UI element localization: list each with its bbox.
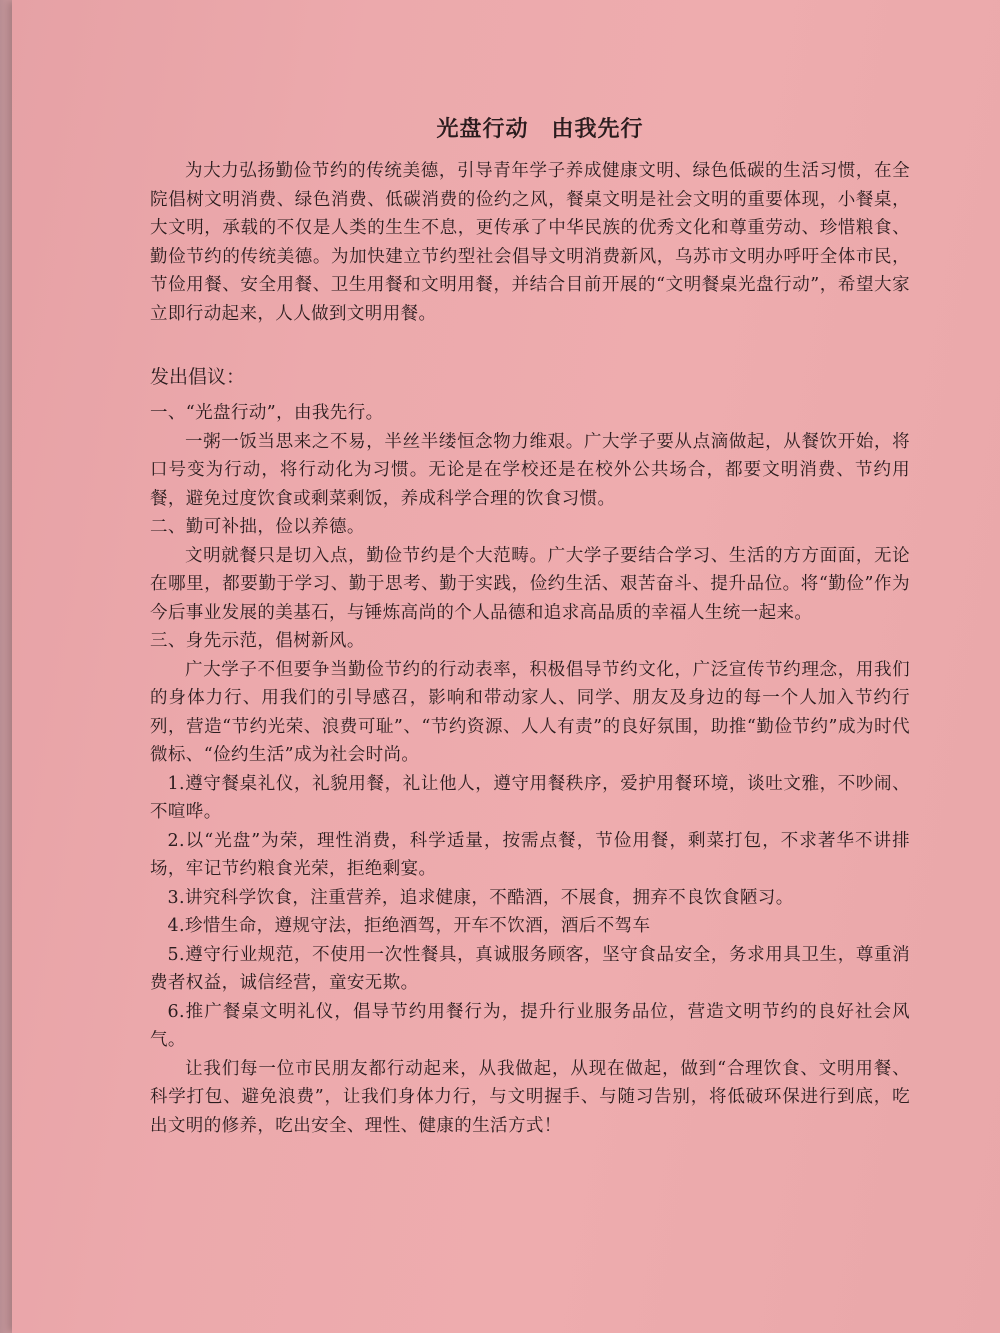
list-item-1: 1.遵守餐桌礼仪，礼貌用餐，礼让他人，遵守用餐秩序，爱护用餐环境，谈吐文雅，不吵闹、不喧哗。 (150, 773, 910, 822)
list-item-2: 2.以“光盘”为荣，理性消费，科学适量，按需点餐，节俭用餐，剩菜打包，不求著华不讲排场，牢记节约粮食光荣，拒绝剩宴。 (150, 830, 910, 879)
list-item-4: 4.珍惜生命，遵规守法，拒绝酒驾，开车不饮酒，酒后不驾车 (167, 916, 651, 936)
point-body-1: 一粥一饭当思来之不易，半丝半缕恒念物力维艰。广大学子要从点滴做起，从餐饮开始，将口号变为行动，将行动化为习惯。无论是在学校还是在校外公共场合，都要文明消费、节约用餐，避免过度饮食或剩菜剩饭，养成科学合理的饮食习惯。 (150, 431, 910, 509)
point-heading-2: 二、勤可补拙，俭以养德。 (150, 517, 365, 537)
point-heading-1: 一、“光盘行动”，由我先行。 (150, 403, 384, 423)
list-item-5: 5.遵守行业规范，不使用一次性餐具，真诚服务顾客，坚守食品安全，务求用具卫生，尊重消费者权益，诚信经营，童安无欺。 (150, 944, 910, 993)
document-title: 光盘行动 由我先行 (436, 116, 644, 142)
document-content (150, 112, 910, 1140)
point-heading-3: 三、身先示范，倡树新风。 (150, 631, 365, 651)
intro-paragraph: 为大力弘扬勤俭节约的传统美德，引导青年学子养成健康文明、绿色低碳的生活习惯，在全院倡树文明消费、绿色消费、低碳消费的俭约之风，餐桌文明是社会文明的重要体现，小餐桌，大文明，承载的不仅是人类的生生不息，更传承了中华民族的优秀文化和尊重劳动、珍惜粮食、勤俭节约的传统美德。为加快建立节约型社会倡导文明消费新风，乌苏市文明办呼吁全体市民，节俭用餐、安全用餐、卫生用餐和文明用餐，并结合目前开展的“文明餐桌光盘行动”，希望大家立即行动起来，人人做到文明用餐。 (150, 161, 910, 324)
list-item-3: 3.讲究科学饮食，注重营养，追求健康，不酷酒，不展食，拥弃不良饮食陋习。 (167, 887, 794, 908)
list-item-6: 6.推广餐桌文明礼仪，倡导节约用餐行为，提升行业服务品位，营造文明节约的良好社会风气。 (150, 1001, 910, 1050)
document-page (12, 0, 1000, 1333)
point-body-3: 广大学子不但要争当勤俭节约的行动表率，积极倡导节约文化，广泛宣传节约理念，用我们的身体力行、用我们的引导感召，影响和带动家人、同学、朋友及身边的每一个人加入节约行列，营造“节约光荣、浪费可耻”、“节约资源、人人有责”的良好氛围，助推“勤俭节约”成为时代微标、“俭约生活”成为社会时尚。 (150, 659, 910, 765)
closing-paragraph: 让我们每一位市民朋友都行动起来，从我做起，从现在做起，做到“合理饮食、文明用餐、科学打包、避免浪费”，让我们身体力行，与文明握手、与随习告别，将低破环保进行到底，吃出文明的修养，吃出安全、理性、健康的生活方式！ (150, 1058, 910, 1136)
point-body-2: 文明就餐只是切入点，勤俭节约是个大范畴。广大学子要结合学习、生活的方方面面，无论在哪里，都要勤于学习、勤于思考、勤于实践，俭约生活、艰苦奋斗、提升品位。将“勤俭”作为今后事业发展的美基石，与锤炼高尚的个人品德和追求高品质的幸福人生统一起来。 (150, 545, 910, 623)
section-title: 发出倡议： (150, 366, 246, 388)
